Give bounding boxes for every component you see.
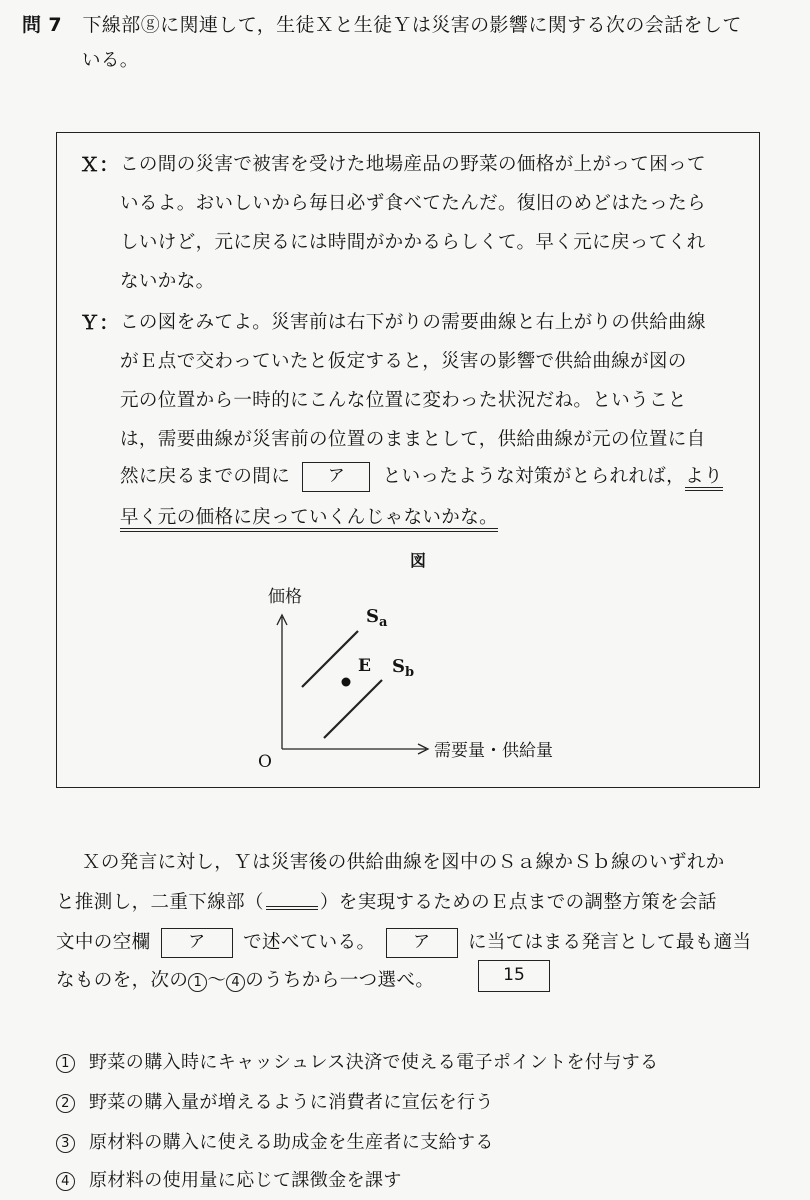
option-1[interactable] — [56, 1048, 659, 1074]
option-2[interactable] — [56, 1088, 494, 1114]
prompt-line-3-mid: で述べている。 — [243, 932, 376, 953]
y-line-5-before: 然に戻るまでの間に — [120, 466, 291, 487]
option-4-text: 原材料の使用量に応じて課徴金を課す — [89, 1170, 402, 1191]
supply-curve-sb — [324, 680, 382, 738]
option-3[interactable] — [56, 1128, 494, 1154]
y-line-6 — [120, 503, 498, 529]
answer-number-box: 15 — [478, 960, 550, 992]
prompt-blank-a-2: ア — [386, 928, 458, 958]
curve-sa-label — [366, 606, 387, 630]
x-line-3: しいけど，元に戻るには時間がかかるらしくて。早く元に戻ってくれ — [120, 232, 706, 253]
question-intro — [22, 10, 742, 37]
prompt-line-2-before: と推測し，二重下線部（ — [56, 892, 264, 913]
option-2-text: 野菜の購入量が増えるように消費者に宣伝を行う — [89, 1092, 494, 1113]
prompt-line-2 — [56, 888, 717, 914]
prompt-tilde: ～ — [207, 970, 227, 991]
prompt-line-4-after: のうちから一つ選べ。 — [245, 970, 435, 991]
y-line-4: は，需要曲線が災害前の位置のままとして，供給曲線が元の位置に自 — [120, 429, 706, 450]
supply-curve-sa — [302, 631, 358, 687]
option-2-number: 2 — [56, 1094, 75, 1113]
y-line-5 — [120, 462, 723, 492]
origin-label: O — [258, 752, 272, 772]
double-underline-part2: 早く元の価格に戻っていくんじゃないかな。 — [120, 507, 498, 532]
speaker-x: Ｘ： — [80, 154, 119, 176]
prompt-line-1: Ｘの発言に対し，Ｙは災害後の供給曲線を図中のＳａ線かＳｂ線のいずれか — [82, 852, 725, 873]
x-line-2: いるよ。おいしいから毎日必ず食べてたんだ。復旧のめどはたったら — [120, 193, 706, 214]
question-intro-line2: いる。 — [82, 50, 139, 71]
option-1-number: 1 — [56, 1054, 75, 1073]
double-underline-part1: より — [685, 466, 723, 491]
option-1-text: 野菜の購入時にキャッシュレス決済で使える電子ポイントを付与する — [89, 1052, 659, 1073]
option-3-text: 原材料の購入に使える助成金を生産者に支給する — [89, 1132, 494, 1153]
prompt-line-2-after: ）を実現するためのＥ点までの調整方策を会話 — [319, 892, 717, 913]
option-3-number: 3 — [56, 1134, 75, 1153]
figure-title: 図 — [410, 551, 427, 570]
curve-sb-label — [392, 656, 414, 680]
y-line-2: がＥ点で交わっていたと仮定すると，災害の影響で供給曲線が図の — [120, 351, 687, 372]
y-line-3: 元の位置から一時的にこんな位置に変わった状況だね。ということ — [120, 390, 687, 411]
double-underline-sample — [266, 892, 318, 910]
prompt-line-3-before: 文中の空欄 — [56, 932, 151, 953]
question-number: 問 7 — [22, 14, 63, 36]
prompt-line-3-after: に当てはまる発言として最も適当 — [467, 932, 752, 953]
circled-number-1: 1 — [188, 973, 207, 992]
speaker-y: Ｙ： — [80, 312, 119, 334]
x-axis-label: 需要量・供給量 — [434, 741, 553, 761]
question-intro-line1: 下線部ⓖに関連して，生徒Ｘと生徒Ｙは災害の影響に関する次の会話をして — [82, 14, 742, 36]
prompt-line-4-before: なものを，次の — [56, 970, 189, 991]
prompt-line-4 — [56, 966, 434, 992]
y-axis-label: 価格 — [268, 587, 302, 607]
x-line-1: この間の災害で被害を受けた地場産品の野菜の価格が上がって困って — [120, 154, 706, 175]
x-line-4: ないかな。 — [120, 271, 215, 292]
curve-sb-sub: b — [405, 665, 415, 680]
option-4[interactable] — [56, 1166, 402, 1192]
prompt-line-3 — [56, 928, 751, 958]
prompt-blank-a-1: ア — [161, 928, 233, 958]
y-line-1: この図をみてよ。災害前は右下がりの需要曲線と右上がりの供給曲線 — [120, 312, 706, 333]
blank-a-box: ア — [302, 462, 370, 492]
point-e-label: E — [358, 656, 371, 676]
supply-demand-figure — [250, 575, 610, 775]
curve-sa-letter: S — [366, 606, 379, 627]
circled-number-4: 4 — [226, 973, 245, 992]
curve-sa-sub: a — [379, 615, 388, 630]
option-4-number: 4 — [56, 1172, 75, 1191]
y-line-5-after: といったような対策がとられれば， — [382, 466, 686, 487]
curve-sb-letter: S — [392, 656, 405, 677]
point-e — [342, 678, 351, 687]
